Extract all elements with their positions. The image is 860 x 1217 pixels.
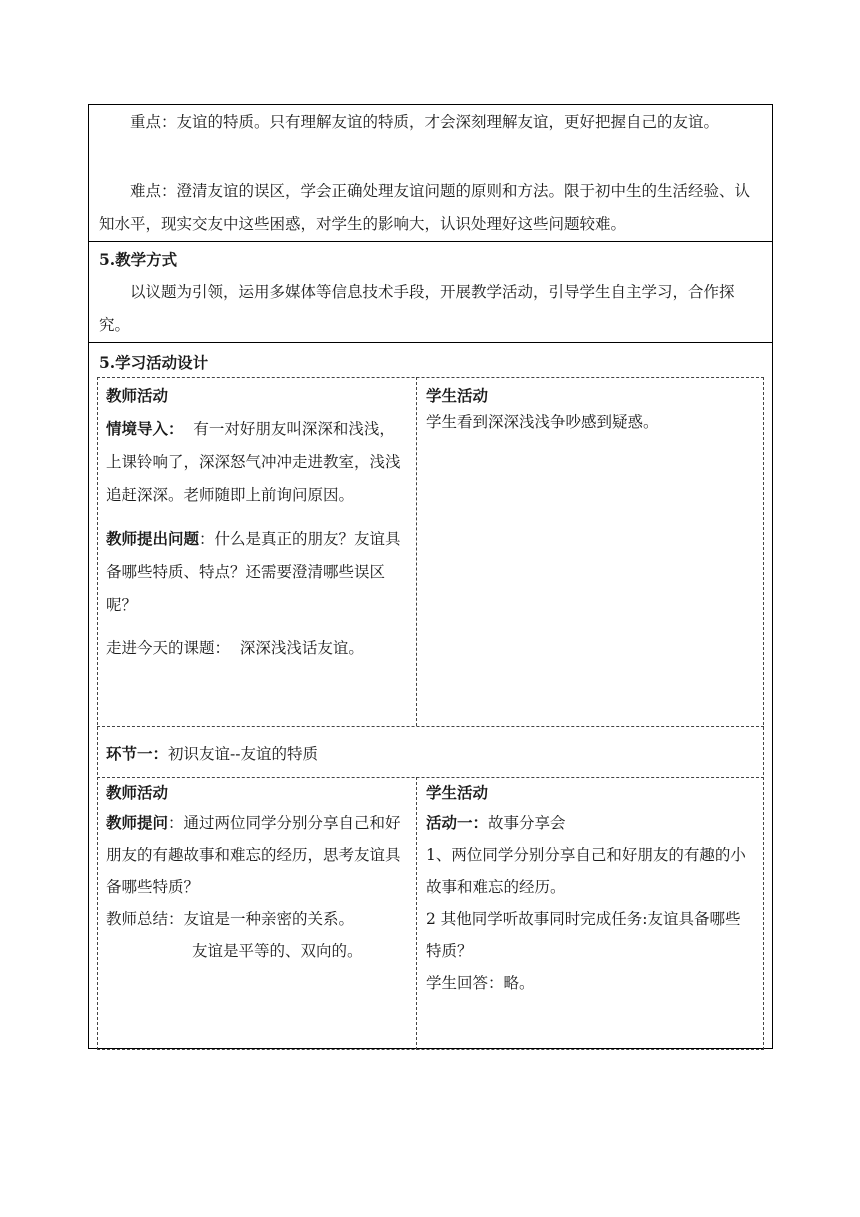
difficulty-text: 澄清友谊的误区，学会正确处理友谊问题的原则和方法。限于初中生的生活经验、认知水平，现实交友中这些困惑，对学生的影响大，认识处理好这些问题较难。	[99, 182, 751, 233]
difficulty-paragraph	[99, 175, 754, 241]
summary-label: 教师总结：	[106, 910, 184, 928]
intro-label: 情境导入：	[106, 419, 184, 438]
question-paragraph	[106, 522, 404, 622]
summary-line-2: 友谊是平等的、双向的。	[192, 942, 363, 960]
lesson-title-text: 走进今天的课题： 深深浅浅话友谊。	[106, 639, 364, 657]
summary-line-1: 友谊是一种亲密的关系。	[183, 910, 355, 928]
student-line-1: 1、两位同学分别分享自己和好朋友的有趣的小故事和难忘的经历。	[426, 846, 746, 896]
teacher-activity-heading-2: 教师活动	[106, 783, 169, 802]
student-line-2: 2 其他同学听故事同时完成任务:友谊具备哪些特质？	[426, 910, 741, 960]
difficulty-label: 难点：	[130, 182, 177, 200]
row-divider	[89, 342, 772, 343]
activity-text: 故事分享会	[488, 814, 566, 832]
focus-text: 友谊的特质。只有理解友谊的特质，才会深刻理解友谊，更好把握自己的友谊。	[176, 113, 720, 131]
focus-paragraph	[99, 106, 754, 139]
student-activity-heading: 学生活动	[426, 386, 489, 405]
activity-label: 活动一：	[426, 813, 489, 832]
row-divider	[97, 726, 764, 727]
stage-one-text: 初识友谊--友谊的特质	[168, 745, 318, 763]
intro-paragraph	[106, 412, 404, 512]
question-label: 教师提出问题	[106, 529, 200, 548]
teaching-method-section	[89, 242, 772, 342]
ask-label: 教师提问	[106, 813, 169, 832]
student-activity-cell-2	[426, 779, 746, 999]
student-activity-heading-2: 学生活动	[426, 783, 489, 802]
teacher-activity-cell-2	[106, 779, 404, 967]
ask-text: ：通过两位同学分别分享自己和好朋友的有趣故事和难忘的经历，思考友谊具备哪些特质？	[106, 814, 401, 896]
activity-design-heading: 5.学习活动设计	[99, 353, 209, 372]
focus-label: 重点：	[130, 113, 177, 131]
column-divider	[416, 777, 417, 1050]
column-divider	[416, 377, 417, 726]
student-activity-cell	[426, 379, 756, 439]
question-text: ：什么是真正的朋友？友谊具备哪些特质、特点？还需要澄清哪些误区呢？	[106, 530, 401, 614]
student-line-3: 学生回答：略。	[426, 974, 535, 992]
teaching-method-text: 以议题为引领，运用多媒体等信息技术手段，开展教学活动，引导学生自主学习，合作探究。	[99, 283, 735, 334]
stage-one-row	[106, 737, 746, 771]
teaching-method-heading: 5.教学方式	[99, 250, 178, 269]
row-divider	[97, 777, 764, 778]
student-activity-text: 学生看到深深浅浅争吵感到疑惑。	[426, 413, 659, 431]
activity-paragraph	[426, 807, 746, 839]
stage-one-label: 环节一：	[106, 744, 169, 763]
teacher-activity-heading: 教师活动	[106, 386, 169, 405]
teacher-activity-cell	[106, 379, 404, 665]
lesson-plan-table	[88, 104, 773, 1049]
key-points-section	[89, 105, 772, 241]
summary-paragraph	[106, 903, 404, 935]
ask-paragraph	[106, 807, 404, 903]
intro-text: 有一对好朋友叫深深和浅浅，上课铃响了，深深怒气冲冲走进教室，浅浅追赶深深。老师随即上前询问原因。	[106, 420, 401, 504]
